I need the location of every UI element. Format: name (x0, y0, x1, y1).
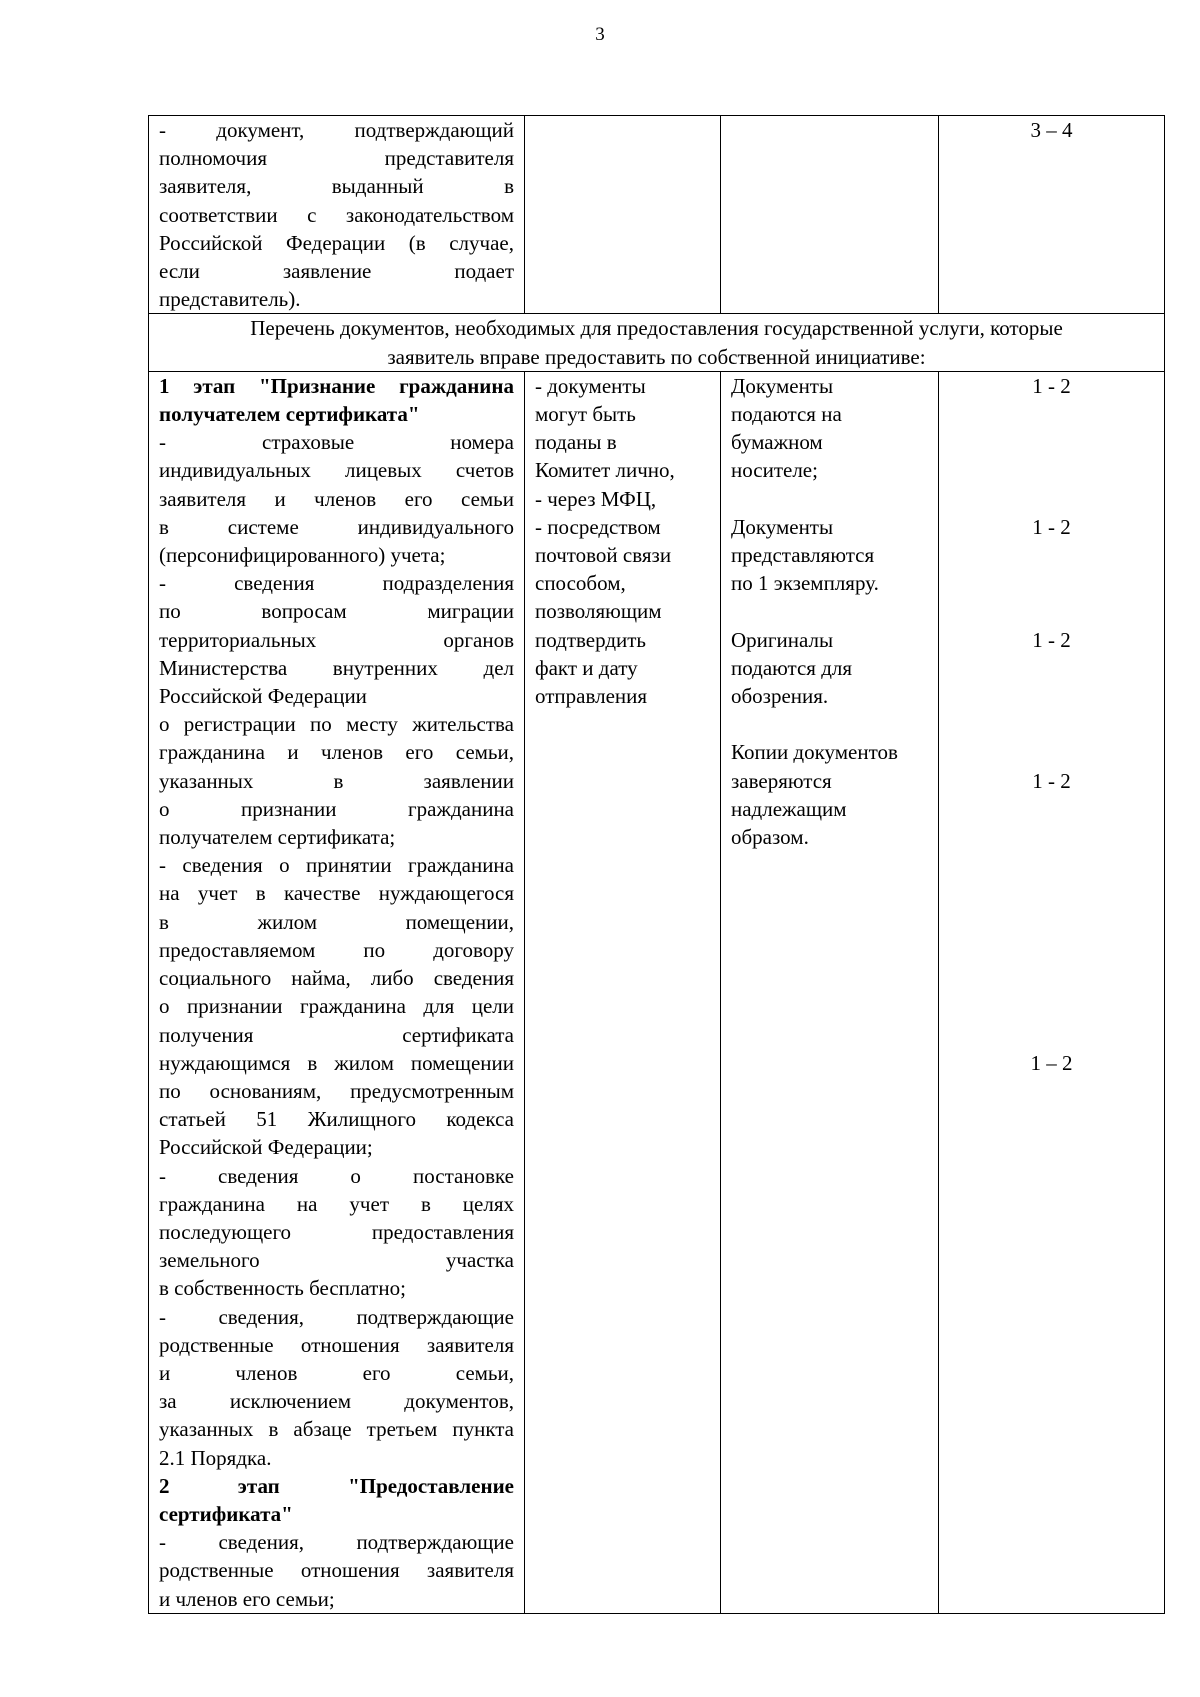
text-line: отправления (535, 684, 648, 709)
text-line: Документы (731, 373, 834, 398)
stage2-title: сертификата" (159, 1501, 293, 1526)
text-line: в собственность бесплатно; (159, 1276, 406, 1301)
text-line: и членов его семьи, (159, 1360, 514, 1385)
text-line: о регистрации по месту жительства (159, 712, 514, 737)
text-line: - сведения подразделения (159, 571, 514, 596)
text-line: почтовой связи (535, 543, 672, 568)
text-line: предоставляемом по договору (159, 937, 514, 962)
documents-table (148, 115, 1165, 1614)
text-line: по вопросам миграции (159, 599, 514, 624)
requirement-note (731, 372, 928, 485)
text-line: обозрения. (731, 684, 829, 709)
text-line: нуждающимся в жилом помещении (159, 1050, 514, 1075)
text-line: Российской Федерации (в случае, (159, 230, 514, 255)
text-line: за исключением документов, (159, 1389, 514, 1414)
text-line: подаются для (731, 655, 853, 680)
text-line: Комитет лично, (535, 458, 675, 483)
text-line: индивидуальных лицевых счетов (159, 458, 514, 483)
text-line: представитель). (159, 287, 301, 312)
text-line: и членов его семьи; (159, 1586, 335, 1611)
text-line: - страховые номера (159, 430, 514, 455)
count-value: 1 – 2 (1030, 1050, 1073, 1075)
text-line: надлежащим (731, 796, 847, 821)
text-line: подаются на (731, 402, 842, 427)
stage1-title: 1 этап "Признание гражданина (159, 373, 514, 398)
text-line: о признании гражданина (159, 796, 514, 821)
text-line: Российской Федерации; (159, 1135, 373, 1160)
spacer (731, 710, 928, 738)
requirement-note (731, 513, 928, 598)
text-line: статьей 51 Жилищного кодекса (159, 1107, 514, 1132)
text-line: указанных в заявлении (159, 768, 514, 793)
submission-method-cell (525, 371, 721, 1613)
text-line: соответствии с законодательством (159, 202, 514, 227)
text-line: на учет в качестве нуждающегося (159, 881, 514, 906)
text-line: территориальных органов (159, 627, 514, 652)
section-heading (149, 314, 1165, 371)
text-line: подтвердить (535, 627, 647, 652)
text-line: если заявление подает (159, 259, 514, 284)
text-line: - через МФЦ, (535, 486, 657, 511)
text-line: заявителя и членов его семьи (159, 486, 514, 511)
requirements-text (731, 372, 928, 851)
text-line: представляются (731, 543, 875, 568)
text-line: - посредством (535, 514, 661, 539)
text-line: бумажном (731, 430, 823, 455)
spacer (731, 485, 928, 513)
text-line: родственные отношения заявителя (159, 1558, 514, 1583)
text-line: Министерства внутренних дел (159, 655, 514, 680)
documents-list-cell (149, 371, 525, 1613)
section-heading-row (149, 314, 1165, 371)
text-line: земельного участка (159, 1248, 514, 1273)
text-line: указанных в абзаце третьем пункта (159, 1417, 514, 1442)
text-line: - документ, подтверждающий (159, 118, 514, 142)
stage1-documents (159, 428, 514, 1472)
table-row (149, 116, 1165, 314)
text-line: - сведения, подтверждающие (159, 1304, 514, 1329)
text-line: (персонифицированного) учета; (159, 543, 446, 568)
requirement-note (731, 738, 928, 851)
text-line: - сведения, подтверждающие (159, 1530, 514, 1555)
table-row (149, 371, 1165, 1613)
count-value: 1 - 2 (1032, 627, 1071, 652)
stage1-title: получателем сертификата" (159, 402, 420, 427)
count-value: 1 - 2 (1032, 373, 1071, 398)
empty-cell (721, 116, 939, 314)
submission-method-text (535, 372, 710, 710)
text-line: - документы (535, 373, 646, 398)
text-line: социального найма, либо сведения (159, 966, 514, 991)
text-line: о признании гражданина для цели (159, 994, 514, 1019)
text-line: носителе; (731, 458, 818, 483)
text-line: гражданина на учет в целях (159, 1191, 514, 1216)
text-line: заверяются (731, 768, 832, 793)
text-line: могут быть (535, 402, 636, 427)
text-line: факт и дату (535, 655, 638, 680)
text-line: последующего предоставления (159, 1219, 514, 1244)
text-line: получателем сертификата; (159, 825, 396, 850)
text-line: в системе индивидуального (159, 514, 514, 539)
text-line: Документы (731, 514, 834, 539)
representative-document-text (159, 116, 514, 313)
requirements-cell (721, 371, 939, 1613)
requirement-note (731, 626, 928, 711)
text-line: 2.1 Порядка. (159, 1445, 272, 1470)
text-line: по 1 экземпляру. (731, 571, 879, 596)
count-value: 1 - 2 (1032, 768, 1071, 793)
text-line: Оригиналы (731, 627, 834, 652)
stage2-title: 2 этап "Предоставление (159, 1473, 514, 1498)
count-cell (939, 116, 1165, 314)
empty-cell (525, 116, 721, 314)
text-line: способом, (535, 571, 626, 596)
text-line: родственные отношения заявителя (159, 1332, 514, 1357)
text-line: по основаниям, предусмотренным (159, 1078, 514, 1103)
text-line: Копии документов (731, 740, 898, 765)
section-heading-line: Перечень документов, необходимых для предоставления государственной услуги, которые (250, 316, 1063, 341)
text-line: позволяющим (535, 599, 662, 624)
text-line: - сведения о постановке (159, 1163, 514, 1188)
text-line: образом. (731, 825, 809, 850)
text-line: полномочия представителя (159, 146, 514, 171)
text-line: Российской Федерации (159, 684, 367, 709)
text-line: - сведения о принятии гражданина (159, 853, 514, 878)
count-value: 1 - 2 (1032, 514, 1071, 539)
count-cell (939, 371, 1165, 1613)
count-value: 3 – 4 (1030, 118, 1073, 142)
text-line: поданы в (535, 430, 617, 455)
stage2-documents (159, 1528, 514, 1613)
text-line: получения сертификата (159, 1022, 514, 1047)
spacer (731, 597, 928, 625)
section-heading-line: заявитель вправе предоставить по собственной инициативе: (387, 344, 926, 369)
representative-document-cell (149, 116, 525, 314)
text-line: в жилом помещении, (159, 909, 514, 934)
page-number: 3 (595, 24, 605, 45)
text-line: заявителя, выданный в (159, 174, 514, 199)
text-line: гражданина и членов его семьи, (159, 740, 514, 765)
